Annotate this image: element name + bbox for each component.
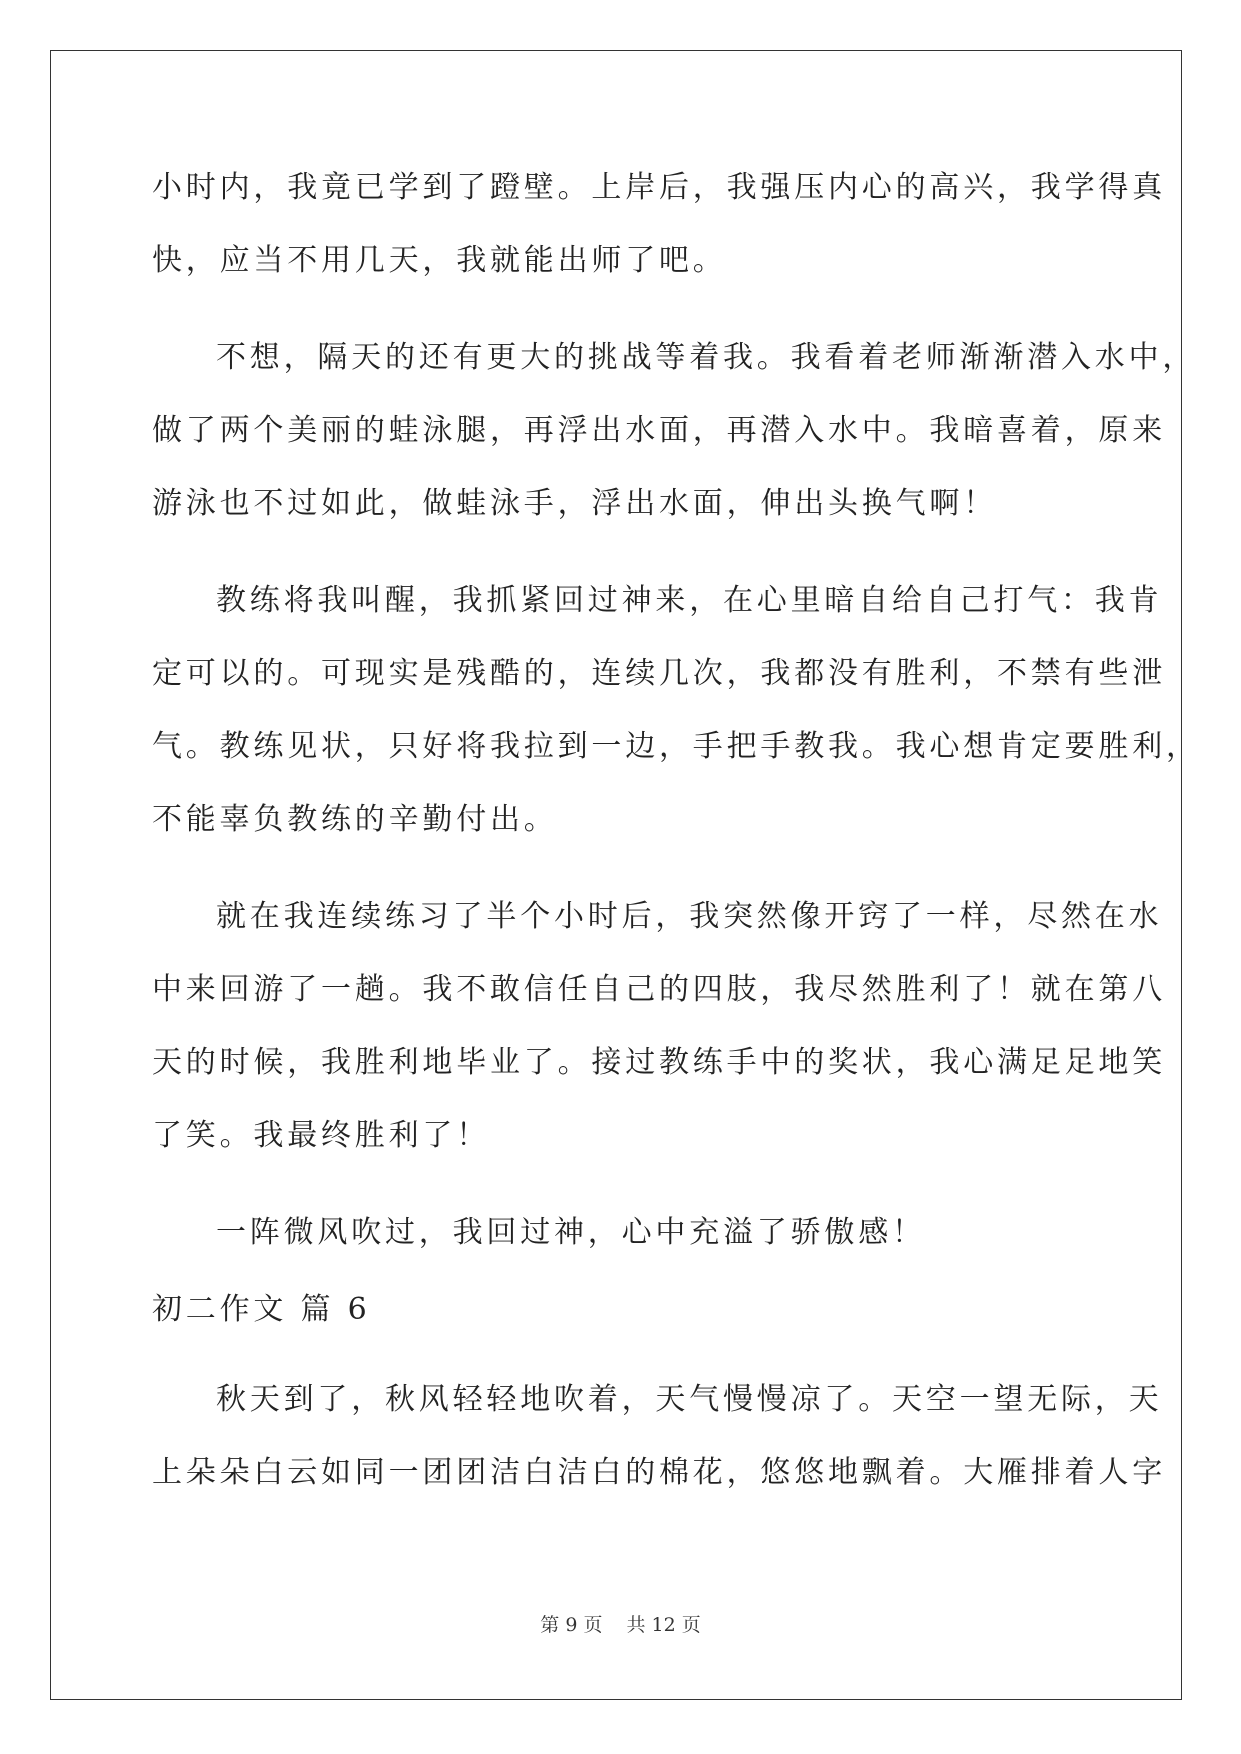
text-line: 快，应当不用几天，我就能出师了吧。: [152, 243, 727, 278]
page-total: 共 12 页: [626, 1614, 701, 1636]
text-line: 一阵微风吹过，我回过神，心中充溢了骄傲感！: [216, 1215, 926, 1250]
text-line: 了笑。我最终胜利了！: [152, 1118, 490, 1153]
text-line: 气。教练见状，只好将我拉到一边，手把手教我。我心想肯定要胜利，: [152, 729, 1200, 764]
text-line: 不想，隔天的还有更大的挑战等着我。我看着老师渐渐潜入水中，: [216, 340, 1197, 375]
text-line: 天的时候，我胜利地毕业了。接过教练手中的奖状，我心满足足地笑: [152, 1045, 1166, 1080]
text-line: 上朵朵白云如同一团团洁白洁白的棉花，悠悠地飘着。大雁排着人字: [152, 1455, 1166, 1490]
text-line: 中来回游了一趟。我不敢信任自己的四肢，我尽然胜利了！就在第八: [152, 972, 1166, 1007]
text-line: 做了两个美丽的蛙泳腿，再浮出水面，再潜入水中。我暗喜着，原来: [152, 413, 1166, 448]
text-line: 教练将我叫醒，我抓紧回过神来，在心里暗自给自己打气：我肯: [216, 583, 1163, 618]
text-line: 游泳也不过如此，做蛙泳手，浮出水面，伸出头换气啊！: [152, 486, 997, 521]
section-heading: 初二作文 篇 6: [152, 1292, 371, 1327]
text-line: 就在我连续练习了半个小时后，我突然像开窍了一样，尽然在水: [216, 899, 1163, 934]
text-line: 定可以的。可现实是残酷的，连续几次，我都没有胜利，不禁有些泄: [152, 656, 1166, 691]
text-line: 不能辜负教练的辛勤付出。: [152, 802, 558, 837]
text-line: 秋天到了，秋风轻轻地吹着，天气慢慢凉了。天空一望无际，天: [216, 1382, 1163, 1417]
text-line: 小时内，我竟已学到了蹬壁。上岸后，我强压内心的高兴，我学得真: [152, 170, 1166, 205]
page-number: 第 9 页: [540, 1614, 603, 1636]
page-footer: [0, 1610, 1241, 1637]
